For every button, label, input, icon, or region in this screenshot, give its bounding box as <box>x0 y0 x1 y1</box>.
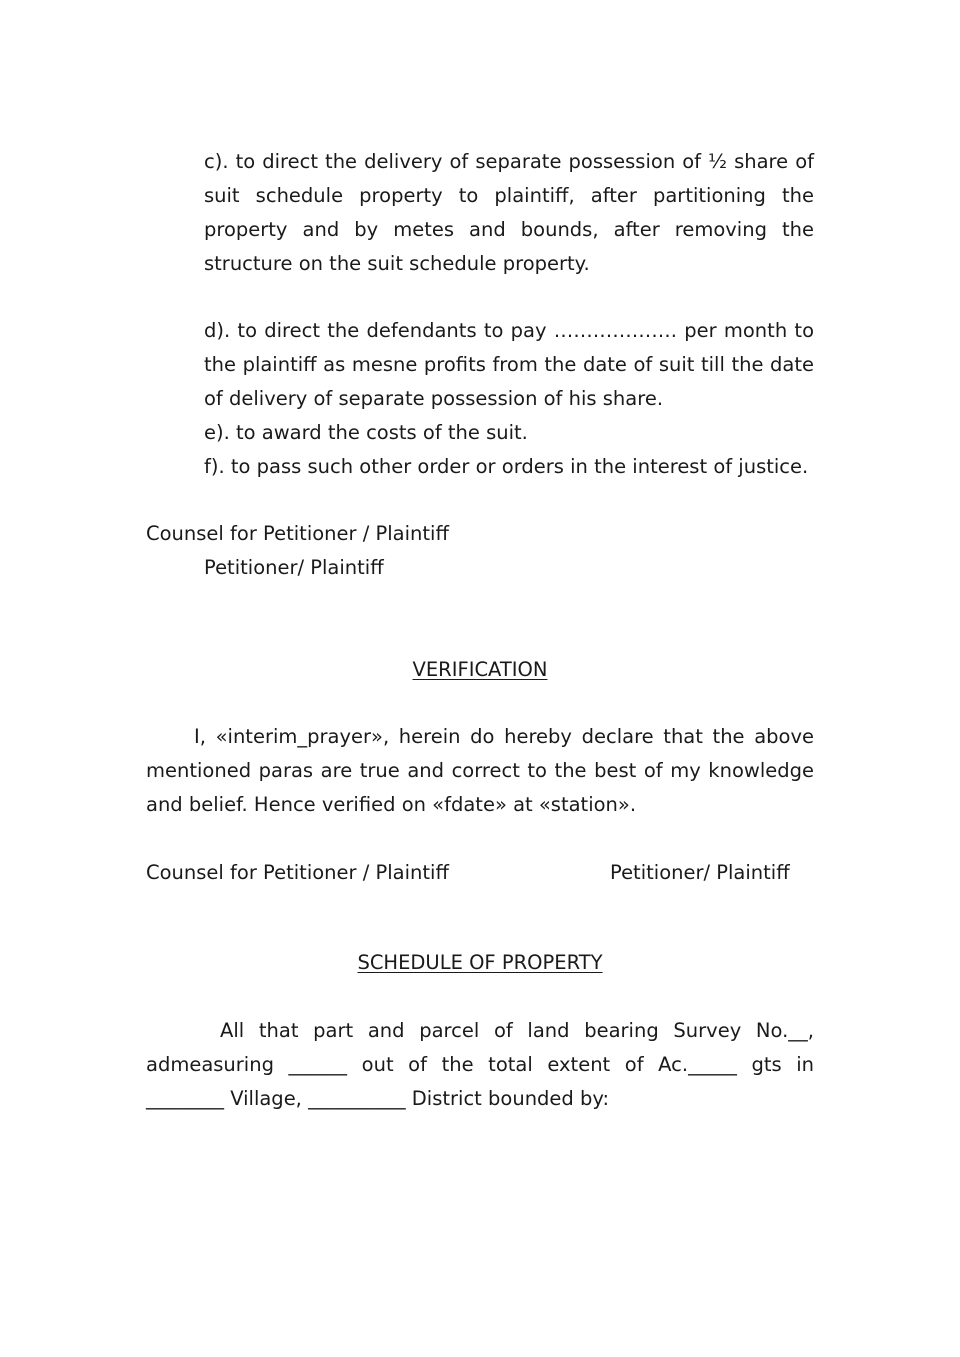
prayer-c-paragraph: c). to direct the delivery of separate possession of ½ share of suit schedule property to plaintiff, after partitioning the property and by metes and bounds, after removing the structure on the suit schedule property. <box>204 150 814 275</box>
verification-heading: VERIFICATION <box>412 658 548 681</box>
verification-petitioner-signature-label: Petitioner/ Plaintiff <box>610 861 790 884</box>
prayer-d-paragraph: d). to direct the defendants to pay ………………. per month to the plaintiff as mesne profits from the date of suit till the date of delivery of separate possession of his share. <box>204 319 814 410</box>
schedule-heading: SCHEDULE OF PROPERTY <box>357 951 603 974</box>
schedule-paragraph: All that part and parcel of land bearing Survey No.__, admeasuring ______ out of the total extent of Ac._____ gts in ________ Village, __________ District bounded by: <box>146 1019 814 1110</box>
verification-paragraph: I, «interim_prayer», herein do hereby declare that the above mentioned paras are true and correct to the best of my knowledge and belief. Hence verified on «fdate» at «station». <box>146 725 814 816</box>
verification-counsel-signature-label: Counsel for Petitioner / Plaintiff <box>146 861 449 884</box>
petitioner-signature-label: Petitioner/ Plaintiff <box>204 556 384 579</box>
prayer-e-paragraph: e). to award the costs of the suit. <box>204 421 528 444</box>
prayer-f-paragraph: f). to pass such other order or orders in the interest of justice. <box>204 455 809 478</box>
counsel-signature-label: Counsel for Petitioner / Plaintiff <box>146 522 449 545</box>
